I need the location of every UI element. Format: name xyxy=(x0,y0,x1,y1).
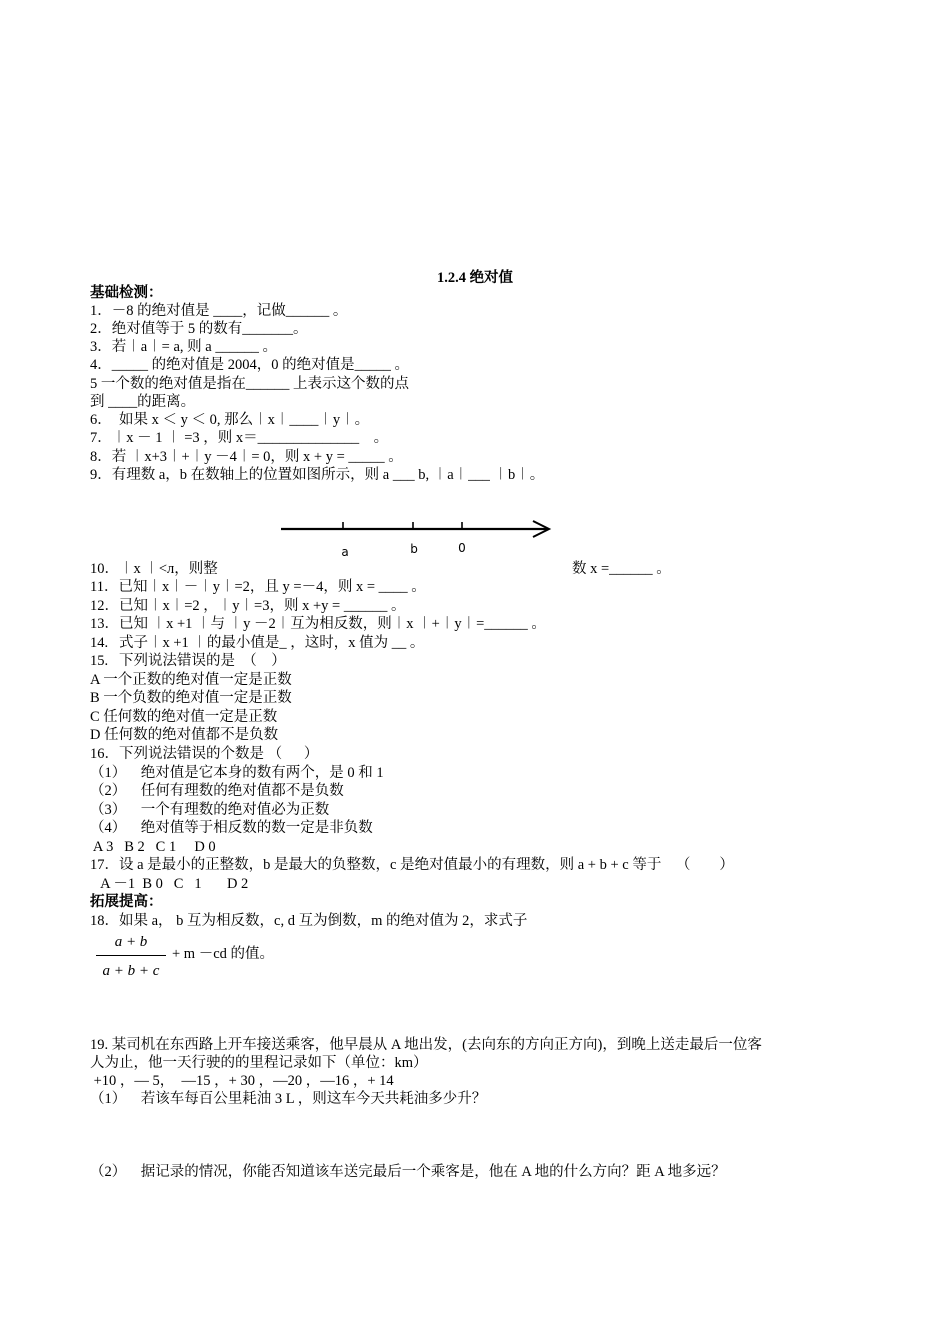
fraction-denominator: a + b + c xyxy=(102,963,160,979)
question-11: 11．已知︱x︱－︱y︱=2，且 y =－4，则 x = ____ 。 xyxy=(90,579,426,595)
question-16: 16．下列说法错误的个数是 （ ） xyxy=(90,746,319,762)
question-14: 14. 式子︱x +1 ︱的最小值是_ ，这时，x 值为 __ 。 xyxy=(90,635,425,651)
question-16-item-2: （2） 任何有理数的绝对值都不是负数 xyxy=(90,783,344,799)
question-1: 1．－8 的绝对值是 ____，记做______ 。 xyxy=(90,303,348,319)
question-9: 9．有理数 a，b 在数轴上的位置如图所示，则 a ___ b, ︱a︱___ ︱b︱。 xyxy=(90,467,545,483)
question-17-options: A －1 B 0 C 1 D 2 xyxy=(90,876,249,892)
question-15-option-d: D 任何数的绝对值都不是负数 xyxy=(90,727,279,743)
question-19-part-1: （1） 若该车每百公里耗油 3 L ，则这车今天共耗油多少升？ xyxy=(90,1091,487,1107)
question-19-part-2: （2） 据记录的情况，你能否知道该车送完最后一个乘客是，他在 A 地的什么方向？距 A 地多远？ xyxy=(90,1164,726,1180)
number-line-label-0: 0 xyxy=(458,541,466,555)
question-19-data: +10 ，— 5， —15 ，+ 30 ，—20 ，—16 ，+ 14 xyxy=(90,1073,394,1089)
fraction-bar xyxy=(96,955,166,956)
fraction-expression xyxy=(96,932,166,981)
question-2: 2．绝对值等于 5 的数有_______。 xyxy=(90,321,308,337)
question-15-option-a: A 一个正数的绝对值一定是正数 xyxy=(90,672,292,688)
number-line xyxy=(275,516,565,566)
question-3: 3．若︱a︱= a, 则 a ______ 。 xyxy=(90,339,277,355)
question-16-item-4: （4） 绝对值等于相反数的数一定是非负数 xyxy=(90,820,373,836)
fraction-numerator: a + b xyxy=(114,934,148,950)
number-line-label-a: a xyxy=(341,545,349,559)
question-16-item-1: （1） 绝对值是它本身的数有两个，是 0 和 1 xyxy=(90,765,384,781)
question-15-option-b: B 一个负数的绝对值一定是正数 xyxy=(90,690,292,706)
section-basic-heading: 基础检测： xyxy=(90,285,163,301)
question-15-option-c: C 任何数的绝对值一定是正数 xyxy=(90,709,278,725)
question-13: 13．已知 ︱x +1 ︱与 ︱y －2︱互为相反数，则︱x ︱+︱y︱=______ 。 xyxy=(90,616,546,632)
question-12: 12．已知︱x︱=2 ，︱y︱=3，则 x +y = ______ 。 xyxy=(90,598,406,614)
question-5-line2: 到 ____的距离。 xyxy=(90,394,196,410)
question-16-options: A 3 B 2 C 1 D 0 xyxy=(90,839,216,855)
page-title: 1.2.4 绝对值 xyxy=(436,270,514,286)
question-4: 4．_____ 的绝对值是 2004，0 的绝对值是_____ 。 xyxy=(90,357,409,373)
question-16-item-3: （3） 一个有理数的绝对值必为正数 xyxy=(90,802,330,818)
question-5-line1: 5 一个数的绝对值是指在______ 上表示这个数的点 xyxy=(90,376,409,392)
question-8: 8．若 ︱x+3︱+︱y －4︱= 0，则 x + y = _____ 。 xyxy=(90,449,403,465)
question-7: 7．︱x － 1 ︱ =3 ，则 x＝______________ 。 xyxy=(90,430,389,446)
question-10-part1: 10．︱x ︱<л，则整 xyxy=(90,561,218,577)
question-19-line1: 19. 某司机在东西路上开车接送乘客，他早晨从 A 地出发，(去向东的方向正方向)，到晚上送走最后一位客 xyxy=(90,1037,762,1053)
question-19-line2: 人为止，他一天行驶的的里程记录如下（单位：km） xyxy=(90,1055,428,1071)
question-10-part2: 数 x =______ 。 xyxy=(572,561,671,577)
question-18-tail: + m －cd 的值。 xyxy=(172,946,275,962)
number-line-label-b: b xyxy=(410,542,418,556)
question-15: 15. 下列说法错误的是 （ ） xyxy=(90,653,286,669)
question-18: 18．如果 a， b 互为相反数，c, d 互为倒数，m 的绝对值为 2，求式子 xyxy=(90,913,528,929)
section-extension-heading: 拓展提高： xyxy=(90,894,163,910)
question-17: 17．设 a 是最小的正整数，b 是最大的负整数，c 是绝对值最小的有理数，则 a + b + c 等于 （ ） xyxy=(90,857,734,873)
question-6: 6． 如果 x ＜ y ＜ 0, 那么︱x︱____︱y︱。 xyxy=(90,412,370,428)
